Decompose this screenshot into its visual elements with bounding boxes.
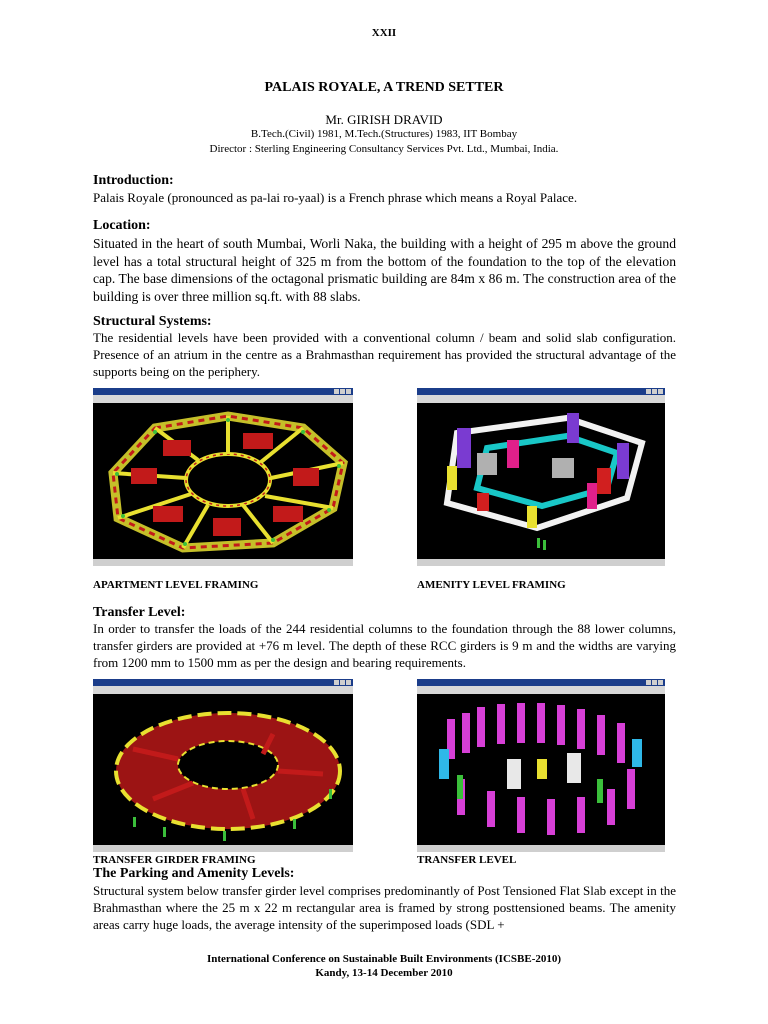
page-number: XXII bbox=[371, 27, 397, 39]
transfer-level-figure bbox=[417, 679, 665, 852]
structural-systems-heading: Structural Systems: bbox=[93, 314, 212, 329]
apartment-framing-figure bbox=[93, 388, 353, 566]
introduction-text: Palais Royale (pronounced as pa-lai ro-yaal) is a French phrase which means a Royal Palace. bbox=[93, 190, 578, 205]
footer-location-date: Kandy, 13-14 December 2010 bbox=[315, 967, 453, 979]
location-heading: Location: bbox=[93, 218, 151, 233]
transfer-level-render bbox=[417, 679, 665, 852]
transfer-girder-render bbox=[93, 679, 353, 852]
transfer-level-caption: TRANSFER LEVEL bbox=[417, 854, 517, 866]
transfer-level-heading: Transfer Level: bbox=[93, 605, 186, 620]
author-name: Mr. GIRISH DRAVID bbox=[325, 112, 443, 127]
location-text: Situated in the heart of south Mumbai, Worli Naka, the building with a height of 295 m above the ground level has a total structural height of 325 m from the bottom of the foundation to the top of the elevation cap. The base dimensions of the octagonal prismatic building are 84m x 86 m. The construction area of the building is over three million sq.ft. with 88 slabs. bbox=[93, 236, 676, 304]
amenity-framing-render bbox=[417, 388, 665, 566]
transfer-girder-caption: TRANSFER GIRDER FRAMING bbox=[93, 854, 256, 866]
amenity-framing-figure bbox=[417, 388, 665, 566]
amenity-framing-caption: AMENITY LEVEL FRAMING bbox=[417, 579, 566, 591]
parking-heading: The Parking and Amenity Levels: bbox=[93, 866, 295, 881]
author-affiliation-company: Director : Sterling Engineering Consultancy Services Pvt. Ltd., Mumbai, India. bbox=[209, 143, 559, 155]
parking-text: Structural system below transfer girder level comprises predominantly of Post Tensioned Flat Slab except in the Brahmasthan where the 25 m x 22 m rectangular area is framed by strong posttensioned beams. The amenity areas carry huge loads, the average intensity of the superimposed loads (SDL + bbox=[93, 883, 676, 932]
author-affiliation-degrees: B.Tech.(Civil) 1981, M.Tech.(Structures) 1983, IIT Bombay bbox=[250, 128, 518, 140]
apartment-framing-caption: APARTMENT LEVEL FRAMING bbox=[93, 579, 259, 591]
transfer-girder-figure bbox=[93, 679, 353, 852]
introduction-heading: Introduction: bbox=[93, 173, 174, 188]
paper-title: PALAIS ROYALE, A TREND SETTER bbox=[264, 80, 504, 95]
footer-conference: International Conference on Sustainable Built Environments (ICSBE-2010) bbox=[206, 953, 562, 965]
structural-systems-text: The residential levels have been provided with a conventional column / beam and solid slab configuration. Presence of an atrium in the centre as a Brahmasthan requirement has provided the structural advantage of the supports being on the periphery. bbox=[93, 330, 676, 379]
apartment-framing-render bbox=[93, 388, 353, 566]
transfer-level-text: In order to transfer the loads of the 244 residential columns to the foundation through the 88 lower columns, transfer girders are provided at +76 m level. The depth of these RCC girders is 9 m and the widths are varying from 1200 mm to 1500 mm as per the design and bearing requirements. bbox=[93, 621, 676, 670]
